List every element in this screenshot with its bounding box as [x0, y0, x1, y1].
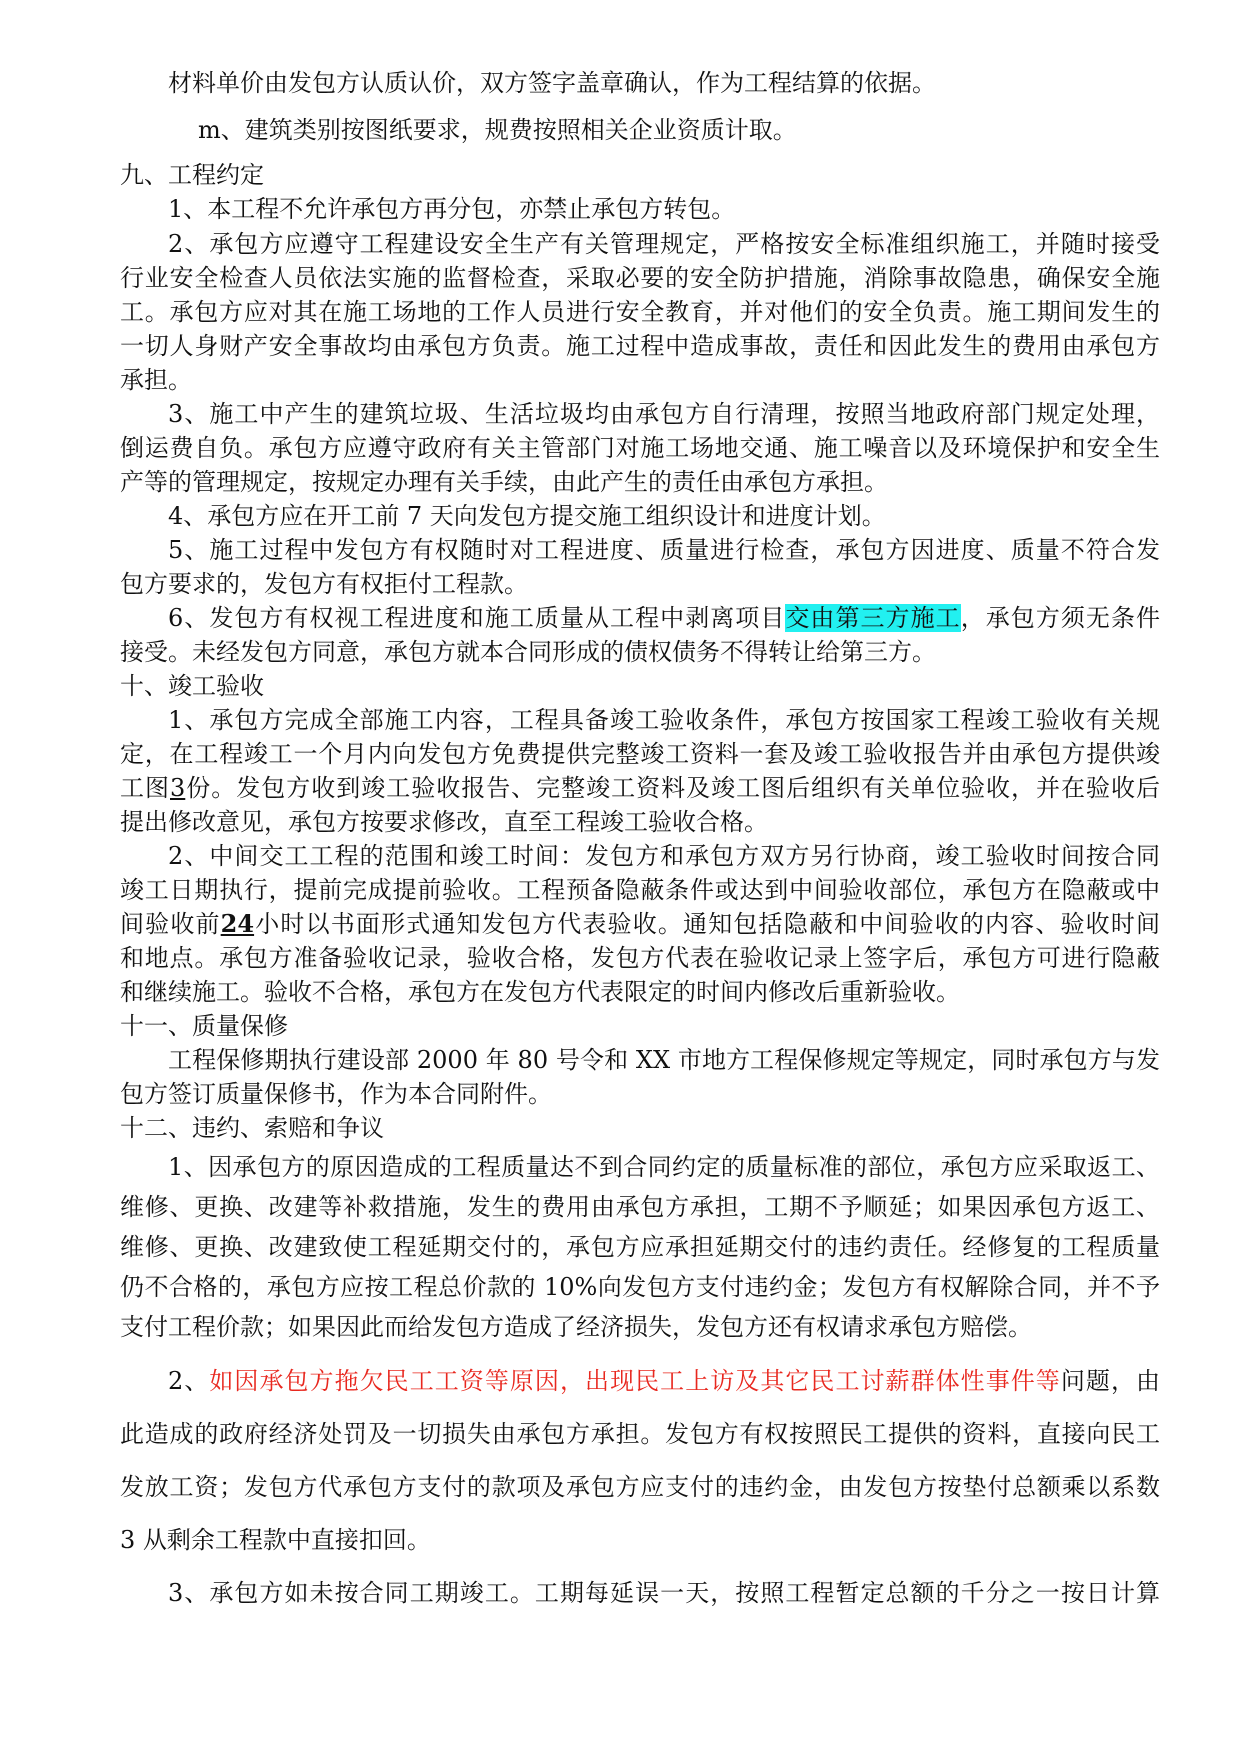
section-heading-12: 十二、违约、索赔和争议	[120, 1114, 384, 1142]
text-segment: 份。发包方收到竣工验收报告、完整竣工资料及竣工图后组织有关单位验收，并在验收后	[185, 774, 1160, 802]
text-line: 定，在工程竣工一个月内向发包方免费提供完整竣工资料一套及竣工验收报告并由承包方提供竣	[120, 740, 1160, 768]
text-line: 此造成的政府经济处罚及一切损失由承包方承担。发包方有权按照民工提供的资料，直接向民工	[120, 1420, 1160, 1448]
text-line: 接受。未经发包方同意，承包方就本合同形成的债权债务不得转让给第三方。	[120, 638, 936, 666]
section-heading-10: 十、竣工验收	[120, 672, 264, 700]
text-line: 3、施工中产生的建筑垃圾、生活垃圾均由承包方自行清理，按照当地政府部门规定处理，	[168, 400, 1160, 428]
text-line: 3 从剩余工程款中直接扣回。	[120, 1526, 431, 1554]
highlighted-text: 交由第三方施工	[785, 604, 961, 632]
text-line	[168, 1364, 1160, 1398]
text-line: 一切人身财产安全事故均由承包方负责。施工过程中造成事故，责任和因此发生的费用由承包方	[120, 332, 1160, 360]
text-line: 4、承包方应在开工前 7 天向发包方提交施工组织设计和进度计划。	[168, 502, 886, 530]
text-line: 维修、更换、改建致使工程延期交付的，承包方应承担延期交付的违约责任。经修复的工程质量	[120, 1233, 1160, 1261]
text-line	[120, 907, 1160, 941]
text-segment: 问题，由	[1060, 1367, 1160, 1395]
text-line: 提出修改意见，承包方按要求修改，直至工程竣工验收合格。	[120, 808, 768, 836]
text-line	[120, 771, 1160, 805]
red-text: 如因承包方拖欠民工工资等原因，出现民工上访及其它民工讨薪群体性事件等	[209, 1367, 1061, 1395]
text-line: 包方要求的，发包方有权拒付工程款。	[120, 570, 528, 598]
text-line: 包方签订质量保修书，作为本合同附件。	[120, 1080, 552, 1108]
section-heading-11: 十一、质量保修	[120, 1012, 288, 1040]
text-segment: 工图	[120, 774, 170, 802]
text-line: 维修、更换、改建等补救措施，发生的费用由承包方承担，工期不予顺延；如果因承包方返工、	[120, 1193, 1160, 1221]
underlined-number: 3	[170, 774, 186, 802]
text-segment: 6、发包方有权视工程进度和施工质量从工程中剥离项目	[168, 604, 786, 632]
text-line: 行业安全检查人员依法实施的监督检查，采取必要的安全防护措施，消除事故隐患，确保安全施	[120, 264, 1160, 292]
text-segment: 间验收前	[120, 910, 221, 938]
text-segment: 小时以书面形式通知发包方代表验收。通知包括隐蔽和中间验收的内容、验收时间	[254, 910, 1160, 938]
text-line: 1、承包方完成全部施工内容，工程具备竣工验收条件，承包方按国家工程竣工验收有关规	[168, 706, 1160, 734]
text-line: 材料单价由发包方认质认价，双方签字盖章确认，作为工程结算的依据。	[168, 69, 936, 97]
text-line	[168, 601, 1160, 635]
text-line: 产等的管理规定，按规定办理有关手续，由此产生的责任由承包方承担。	[120, 468, 888, 496]
text-segment: 2、	[168, 1367, 210, 1395]
section-heading-9: 九、工程约定	[120, 161, 264, 189]
text-line: 竣工日期执行，提前完成提前验收。工程预备隐蔽条件或达到中间验收部位，承包方在隐蔽或中	[120, 876, 1160, 904]
text-line: 工程保修期执行建设部 2000 年 80 号令和 XX 市地方工程保修规定等规定，同时承包方与发	[168, 1046, 1160, 1074]
text-line: m、建筑类别按图纸要求，规费按照相关企业资质计取。	[198, 116, 797, 144]
text-line: 和继续施工。验收不合格，承包方在发包方代表限定的时间内修改后重新验收。	[120, 978, 960, 1006]
text-line: 和地点。承包方准备验收记录，验收合格，发包方代表在验收记录上签字后，承包方可进行隐蔽	[120, 944, 1160, 972]
text-line: 3、承包方如未按合同工期竣工。工期每延误一天，按照工程暂定总额的千分之一按日计算	[168, 1579, 1160, 1607]
text-line: 5、施工过程中发包方有权随时对工程进度、质量进行检查，承包方因进度、质量不符合发	[168, 536, 1160, 564]
text-line: 支付工程价款；如果因此而给发包方造成了经济损失，发包方还有权请求承包方赔偿。	[120, 1313, 1032, 1341]
text-line: 2、中间交工工程的范围和竣工时间：发包方和承包方双方另行协商，竣工验收时间按合同	[168, 842, 1160, 870]
text-line: 仍不合格的，承包方应按工程总价款的 10%向发包方支付违约金；发包方有权解除合同，并不予	[120, 1273, 1160, 1301]
text-line: 承担。	[120, 366, 192, 394]
text-line: 2、承包方应遵守工程建设安全生产有关管理规定，严格按安全标准组织施工，并随时接受	[168, 230, 1160, 258]
text-line: 1、因承包方的原因造成的工程质量达不到合同约定的质量标准的部位，承包方应采取返工、	[168, 1153, 1160, 1181]
underlined-number: 24	[220, 909, 255, 938]
text-line: 工。承包方应对其在施工场地的工作人员进行安全教育，并对他们的安全负责。施工期间发生的	[120, 298, 1160, 326]
text-line: 1、本工程不允许承包方再分包，亦禁止承包方转包。	[168, 195, 736, 223]
text-line: 倒运费自负。承包方应遵守政府有关主管部门对施工场地交通、施工噪音以及环境保护和安全生	[120, 434, 1160, 462]
text-line: 发放工资；发包方代承包方支付的款项及承包方应支付的违约金，由发包方按垫付总额乘以系数	[120, 1473, 1160, 1501]
text-segment: ，承包方须无条件	[960, 604, 1160, 632]
